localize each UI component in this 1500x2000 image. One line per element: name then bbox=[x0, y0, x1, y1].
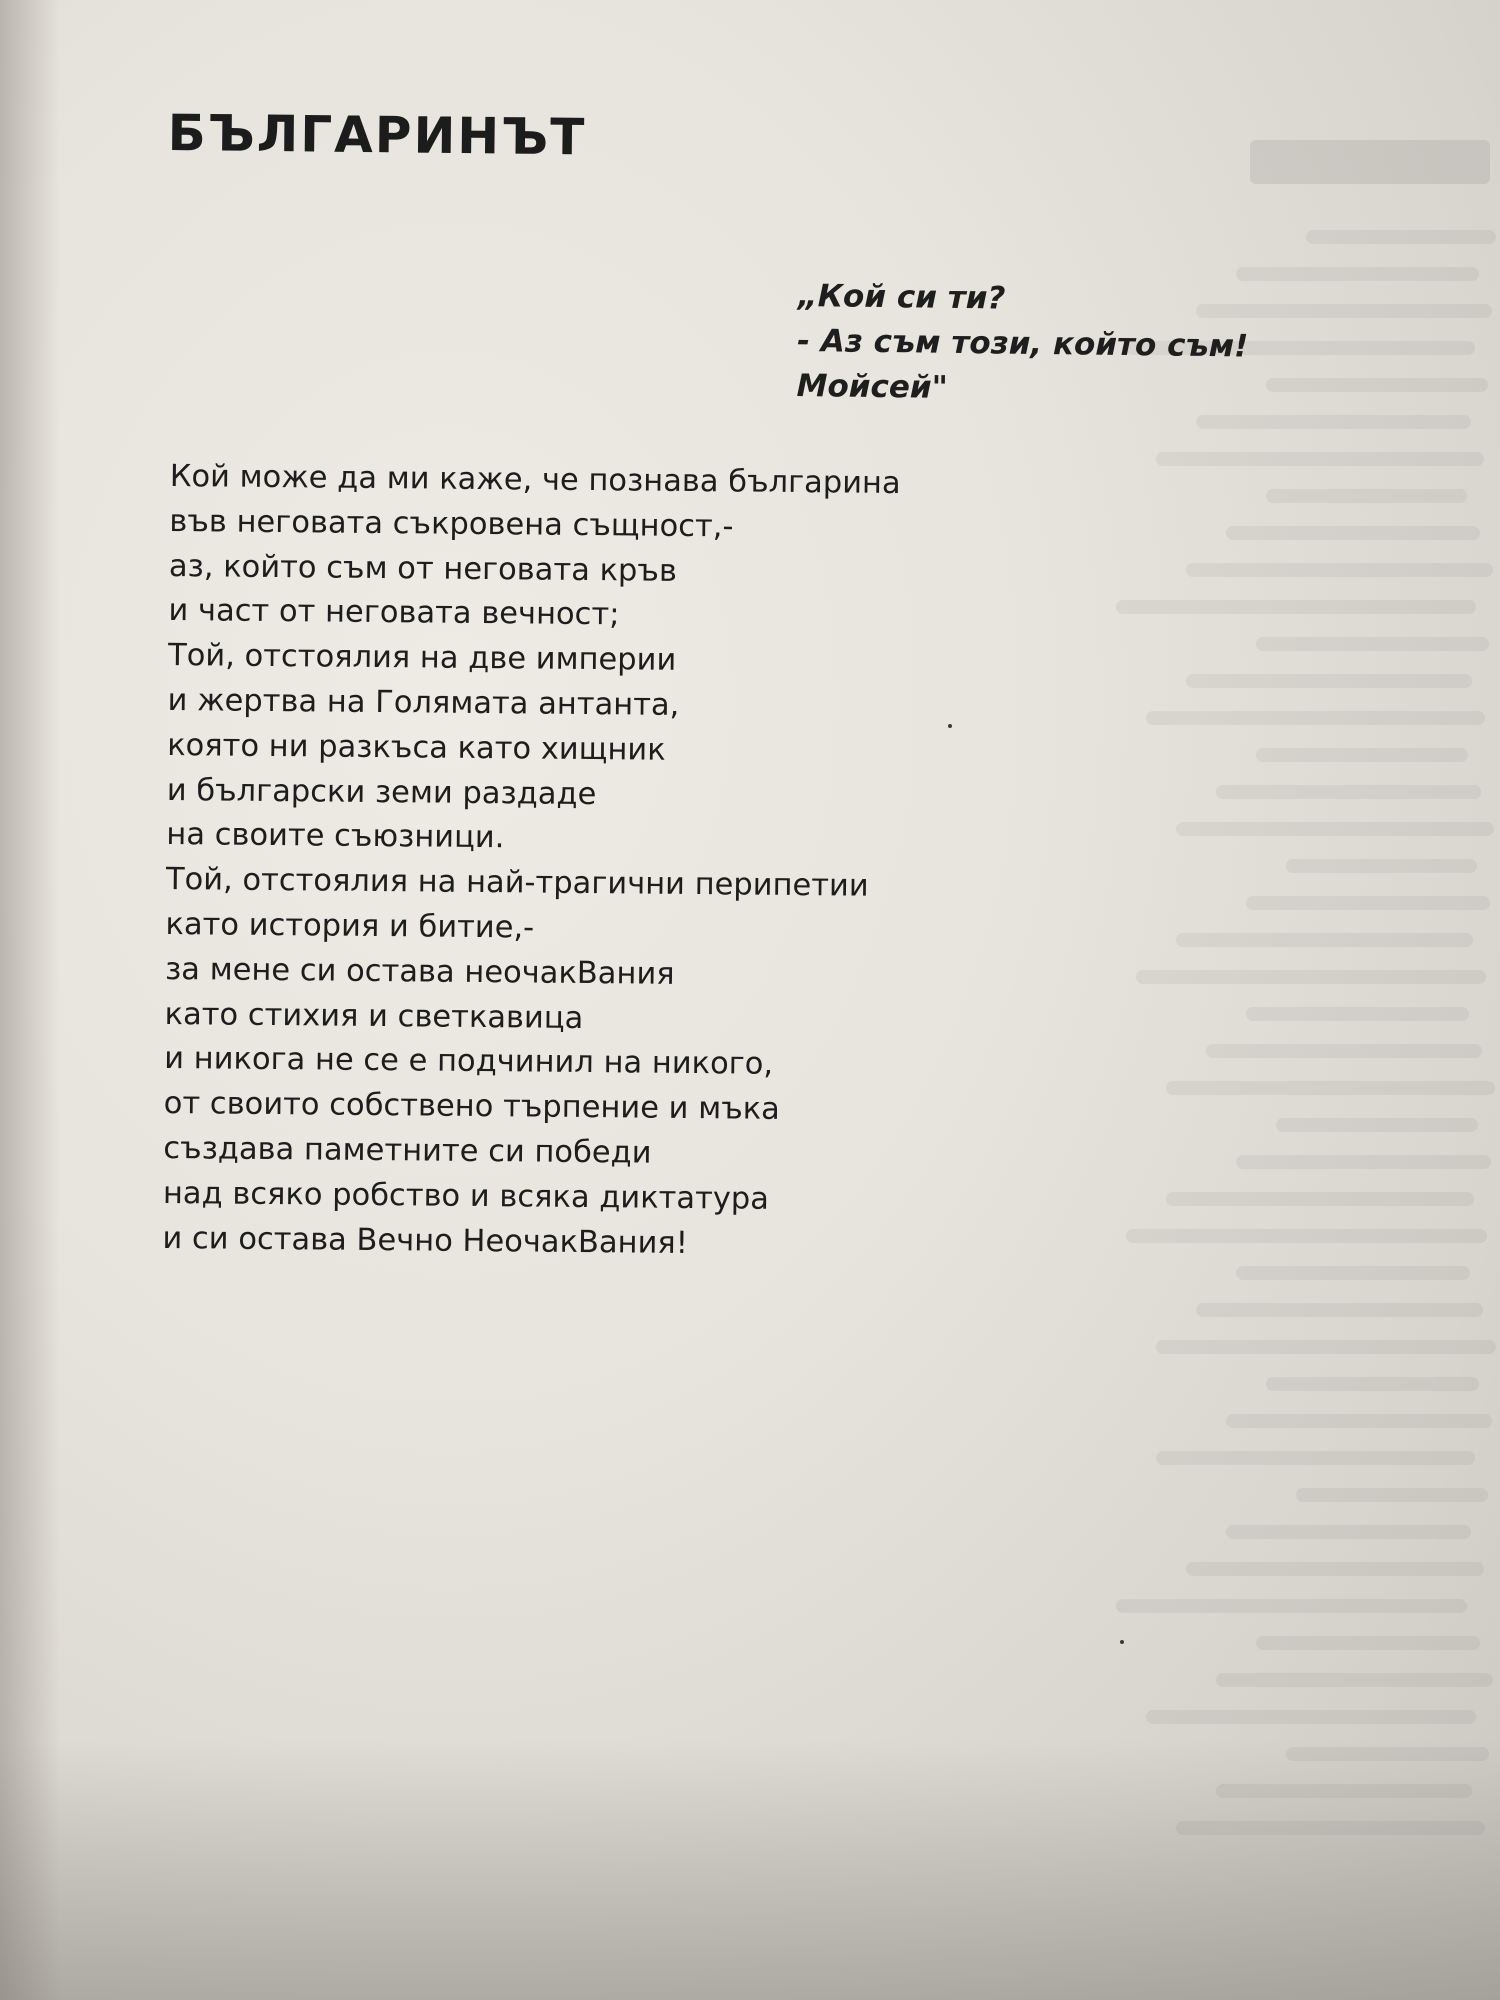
bleed-through-line bbox=[1206, 1044, 1482, 1058]
paper-speck bbox=[1120, 1640, 1124, 1644]
bleed-through-line bbox=[1186, 1562, 1484, 1576]
bleed-through-line bbox=[1196, 1303, 1483, 1317]
poem-body bbox=[162, 455, 901, 1268]
bleed-through-line bbox=[1266, 378, 1488, 392]
bleed-through-line bbox=[1286, 1747, 1489, 1761]
poem-line: и жертва на Голямата антанта, bbox=[167, 682, 680, 723]
bleed-through-line bbox=[1146, 1710, 1476, 1724]
bleed-through-line bbox=[1176, 822, 1494, 836]
bleed-through-line bbox=[1116, 600, 1476, 614]
bleed-through-line bbox=[1266, 489, 1467, 503]
bleed-through-line bbox=[1226, 526, 1480, 540]
poem-line: и никога не се е подчинил на никого, bbox=[164, 1041, 774, 1083]
bleed-through-line bbox=[1156, 452, 1484, 466]
poem-line: на своите съюзници. bbox=[166, 817, 505, 856]
poem-line: и част от неговата вечност; bbox=[168, 593, 620, 633]
bleed-through-line bbox=[1156, 1340, 1496, 1354]
bleed-through-line bbox=[1176, 1821, 1485, 1835]
bleed-through-line bbox=[1186, 563, 1493, 577]
bleed-through-line bbox=[1246, 1007, 1469, 1021]
poem-line: за мене си остава неочакВания bbox=[164, 951, 675, 992]
epigraph-line: „Кой си ти? bbox=[797, 277, 1006, 317]
poem-line: Той, отстоялия на две империи bbox=[167, 638, 677, 679]
bleed-through-line bbox=[1156, 1451, 1475, 1465]
poem-line: от своито собствено търпение и мъка bbox=[163, 1086, 780, 1128]
bleed-through-line bbox=[1216, 1784, 1472, 1798]
paper-speck bbox=[948, 724, 952, 728]
poem-line: и български земи раздаде bbox=[166, 772, 597, 812]
bleed-through-line bbox=[1116, 1599, 1467, 1613]
bleed-through-line bbox=[1126, 1229, 1487, 1243]
bleed-through-line bbox=[1236, 1266, 1470, 1280]
bleed-through-line bbox=[1256, 1636, 1480, 1650]
bleed-through-line bbox=[1146, 711, 1485, 725]
bleed-through-line bbox=[1266, 1377, 1479, 1391]
poem-line: над всяко робство и всяка диктатура bbox=[162, 1175, 770, 1217]
bleed-through-line bbox=[1296, 1488, 1488, 1502]
poem-line: Той, отстоялия на най-трагични перипетии bbox=[165, 862, 869, 904]
bleed-through-line bbox=[1246, 896, 1490, 910]
bleed-through-line bbox=[1216, 785, 1481, 799]
poem-line: и си остава Вечно НеочакВания! bbox=[162, 1220, 689, 1261]
bleed-through-line bbox=[1166, 1192, 1474, 1206]
poem-title: БЪЛГАРИНЪТ bbox=[167, 104, 587, 167]
epigraph-attribution: Мойсей" bbox=[796, 367, 948, 406]
poem-line: която ни разкъса като хищник bbox=[167, 727, 666, 768]
poem-line: като стихия и светкавица bbox=[164, 996, 584, 1036]
bleed-through-line bbox=[1196, 415, 1471, 429]
bleed-through-line bbox=[1306, 230, 1496, 244]
bleed-through-line bbox=[1286, 859, 1477, 873]
bleed-through-line bbox=[1236, 1155, 1491, 1169]
bleed-through-line bbox=[1166, 1081, 1495, 1095]
bleed-through-line bbox=[1276, 1118, 1478, 1132]
bleed-through-line bbox=[1136, 970, 1486, 984]
bleed-through-heading bbox=[1250, 140, 1490, 184]
poem-line: като история и битие,- bbox=[165, 906, 535, 946]
bleed-through-line bbox=[1236, 267, 1479, 281]
bleed-through-line bbox=[1176, 933, 1473, 947]
bleed-through-line bbox=[1256, 748, 1468, 762]
bleed-through-line bbox=[1226, 1414, 1492, 1428]
poem-line: създава паметните си победи bbox=[163, 1130, 652, 1171]
epigraph bbox=[796, 274, 1249, 415]
poem-line: аз, който съм от неговата кръв bbox=[168, 548, 678, 589]
poem-line: Кой може да ми каже, че познава българина bbox=[169, 458, 901, 502]
bleed-through-line bbox=[1186, 674, 1472, 688]
bleed-through-line bbox=[1226, 1525, 1471, 1539]
bleed-through-line bbox=[1256, 637, 1489, 651]
poem-line: във неговата съкровена същност,- bbox=[169, 503, 734, 545]
bleed-through-line bbox=[1216, 1673, 1493, 1687]
epigraph-line: - Аз съм този, който съм! bbox=[796, 322, 1249, 365]
